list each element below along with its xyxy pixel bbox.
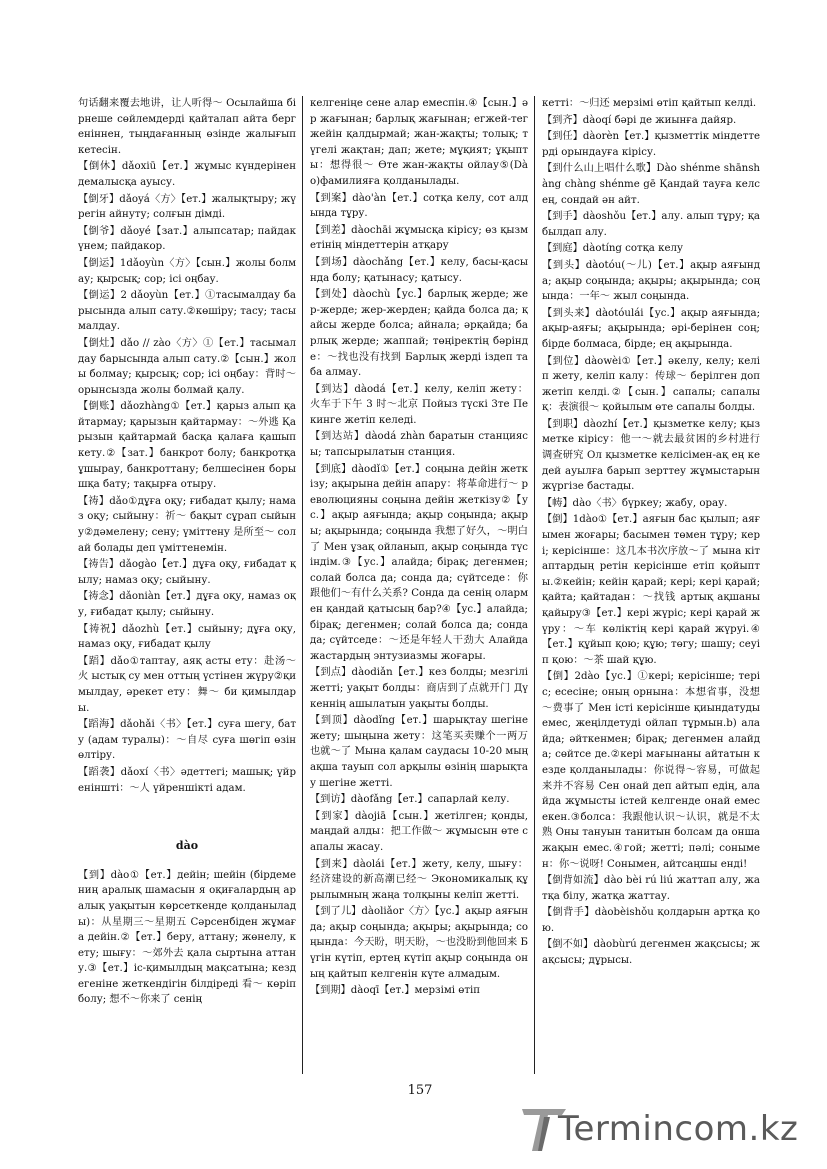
dictionary-entry: 【到位】dàowèi①【ет.】әкелу, келу; келіп жету, келіп калу：传球～ берілген доп жетіп келді.②【сын.】сапалы; сапалық：表演很～ қойылым өте сапалы болды.: [542, 355, 760, 414]
dictionary-entry: 【倒灶】dǎo // zào〈方〉①【ет.】тасымалдау барысында алып сату.②【сын.】жолы болмау; қырсық; сор; ісі оңбау：背时～ орынсызда жолы болмай қалу.: [78, 337, 296, 396]
dictionary-entry: 【到职】dàozhí【ет.】қызметке келу; қызметке кірісу：他一～就去最贫困的乡村进行调查研究 Ол қызметке келісімен-ақ ең кедей ауылға барып зерттеу жұмыстарын жүргізе бастады.: [542, 418, 760, 493]
column-right: [542, 96, 760, 1071]
dictionary-entry: 【帱】dào〈书〉бүркеу; жабу, орау.: [542, 497, 728, 509]
dictionary-entry: 【倒不如】dàobùrú дегенмен жақсысы; жақсысы; дұрысы.: [542, 939, 760, 967]
dictionary-entry: 【到场】dàochǎng【ет.】келу, басы-қасында болу; қатынасу; қатысу.: [310, 256, 528, 284]
page-number: 157: [407, 1083, 433, 1098]
dictionary-entry: 【倒运】2 dǎoyùn【ет.】①тасымалдау барысында алып сату.②көшіру; тасу; тасымалдау.: [78, 290, 296, 333]
dictionary-entry: 【倒】2dào【ус.】①кері; керісінше; теріс; есесіне; оның орнына：本想省事，没想～费事了 Мен істі керісінше қиындатуды емес, жеңілдетуді ойлап тұрмын.b) алайда; әйткенмен; бірақ; дегенмен алайда; сөйтсе де.②кері мағынаны айтатын кезде қолданылады：你说得～容易，可做起来并不容易 Сен онай деп айтып едің, алайда жұмысты істей келгенде онай емес екен.③болса：我跟他认识～认识，就是不太熟 Оны тануын танитын болсам да онша жақын емес.④гой; жетті; пәлі; сонымен：你～说呀! Сонымен, айтсаңшы енді!: [542, 671, 760, 870]
dictionary-entry: 【到顶】dàodǐng【ет.】шарықтау шегіне жету; шыңына жету：这笔买卖赚个一两万也就～了 Мына қалам саудасы 10-20 мың ақша тауып сол арқылы өзінің шарықтау шегіне жетті.: [310, 715, 528, 789]
dictionary-entry: 【到什么山上唱什么歌】Dào shénme shānshàng chàng shénme gē Қандай тауға келсең, сондай ән айт.: [542, 163, 760, 206]
dictionary-entry: 【蹈袭】dǎoxí〈书〉әдеттегі; машық; үйреніншті：～人 үйреншікті адам.: [78, 766, 296, 794]
dictionary-entry: 【蹈海】dǎohǎi〈书〉【ет.】суға шегу, бату (адам туралы)：～自尽 суға шөгіп өзін өлтіру.: [78, 719, 296, 762]
dictionary-entry: 【到了儿】dàoliǎor〈方〉【ус.】ақыр аяғында; ақыр соңында; ақыры; ақырында; соңында：今天盼，明天盼，～也没盼到他回来 Бүгін күтіп, ертең күтіп ақыр соңында оның қайтып келгенін күте алмадым.: [310, 906, 528, 980]
dictionary-entry: 【倒】1dào①【ет.】аяғын бас қылып; аяғымен жоғары; басымен төмен тұру; кері; керісінше：这几本书次序放～了 мына кітаптардың ретін керісінше етіп қойыпты.②кейін; кейін қарай; кері; кері қарай; қайта; қайтадан：～找钱 артық ақшаны қайыру③【ет.】кері жүріс; кері қарай жүру：～车 көліктің кері қарай жүруі.④【ет.】құйып қою; құю; төгу; шашу; сеуіп қою：～茶 шай құю.: [542, 514, 760, 666]
dictionary-entry: 【到齐】dàoqí бәрі де жиынға дайяр.: [542, 114, 737, 126]
column-middle: [310, 96, 528, 1071]
dictionary-entry: 【倒运】1dǎoyùn〈方〉【сын.】жолы болмау; қырсық; сор; ісі оңбау.: [78, 257, 296, 285]
dictionary-entry: 【到头】dàotóu(～儿)【ет.】ақыр аяғында; ақыр соңында; ақыры; ақырында; соңында：一年～ жыл соңында.: [542, 259, 760, 303]
section-heading: dào: [175, 839, 199, 853]
dictionary-entry: 【到案】dào'àn【ет.】сотқа келу, сот алдында тұру.: [310, 192, 528, 220]
site-logo: [520, 1105, 810, 1155]
dictionary-entry: келгеніңе сене алар емеспін.④【сын.】әр жағынан; барлық жағынан; егжей-тегжейін қалдырмай; жан-жақты; толық; түгелі жақтан; дап; жете; мұқият; ұқыпты：想得很～ Өте жан-жақты ойлау⑤(Dào)фамилияға қолданылады.: [310, 98, 528, 187]
dictionary-entry: 【到底】dàodǐ①【ет.】соңына дейін жеткізу; ақырына дейін апару：将革命进行～ революцияны соңына дейін жеткізу②【ус.】ақыр аяғында; ақыр соңында; ақыры; ақырында; соңында 我想了好久，～明白了 Мен ұзақ ойланып, ақыр соңында түсіндім.③【ус.】алайда; бірақ; дегенмен; солай болса да; сонда да; сүйтседе：你跟他们～有什么关系? Сонда да сенің олармен қандай қатысың бар?④【ус.】алайда; бірақ; дегенмен; солай болса да; сонда да; сүйтседе：～还是年轻人干劲大 Алайда жастардың энтузиазмы жоғары.: [310, 463, 528, 662]
dictionary-entry: кетті：～归还 мерзімі өтіп қайтып келді.: [542, 98, 757, 109]
column-divider: [302, 96, 303, 1074]
dictionary-entry: 【倒背如流】dào bèi rú liú жаттап алу, жатқа білу, жатқа жаттау.: [542, 875, 760, 902]
dictionary-entry: 【祷祝】dǎozhù【ет.】сыйыну; дұға оқу, намаз оқу, ғибадат қылу: [78, 623, 296, 651]
dictionary-entry: 【到达】dàodá【ет.】келу, келіп жету：火车于下午 3 时～北京 Пойыз түскі 3те Пекинге жетіп келеді.: [310, 383, 528, 426]
dictionary-entry: 【蹈】dǎo①таптау, аяқ асты ету：赴汤～火 ыстық су мен оттың үстінен жүру②қимылдау, әрекет ету：舞～ би қимылдары.: [78, 655, 296, 714]
dictionary-entry: 【到庭】dàotíng сотқа келу: [542, 243, 683, 255]
dictionary-entry: 【到头来】dàotóulái【ус.】ақыр аяғында; ақыр-аяғы; ақырында; әрі-берінен соң; бірде болмаса, бірде; ең ақырында.: [542, 307, 760, 350]
dictionary-entry: 【祷】dǎo①дұға оқу; ғибадат қылу; намаз оқу; сыйыну：祈～ бақыт сұрап сыйыну②дәмелену; сену; үміттену 是所至～ солай болады деп үміттенемін.: [78, 495, 296, 554]
dictionary-entry: 【倒爷】dǎoyé【зат.】алыпсатар; пайдакүнем; пайдакор.: [78, 225, 296, 253]
dictionary-entry: 【到达站】dàodá zhàn баратын станциясы; тапсырылатын станция.: [310, 431, 528, 459]
dictionary-entry: 【到来】dàolái【ет.】жету, келу, шығу：经济建设的新高潮已经～ Экономикалық құрылымның жаңа толқыны келіп жетті.: [310, 858, 528, 901]
dictionary-entry: 句话翻来覆去地讲，让人听得～ Осылайша бірнеше сөйлемдерді қайталап айта бергеніннен, тыңдағанның өзінде жалығып кетесін.: [78, 98, 296, 156]
dictionary-entry: 【到访】dàofǎng【ет.】сапарлай келу.: [310, 794, 510, 806]
dictionary-entry: 【到家】dàojiā【сын.】жетілген; қонды, маңдай алды：把工作做～ жұмысын өте сапалы жасау.: [310, 810, 528, 853]
dictionary-entry: 【到任】dàorèn【ет.】қызметтік міндеттерді орындауға кірісу.: [542, 131, 760, 158]
dictionary-entry: 【到】dào①【ет.】дейін; шейін (бірдемениң аралық шамасын я оқиғалардың аралық уақытын көрсеткенде қолданылады)：从星期三～星期五 Сәрсенбіден жұмаға дейін.②【ет.】беру, аттану; жөнелу, кету; шығу：～郊外去 қала сыртына аттану.③【ет.】іс-қимылдың мақсатына; кездегеніне жеткендігін білдіреді 看～ көріп болу; 想不～你来了 сенің: [78, 869, 296, 1006]
dictionary-entry: 【祷告】dǎogào【ет.】дұға оқу, ғибадат қылу; намаз оқу; сыйыну.: [78, 559, 296, 586]
dictionary-entry: 【到期】dàoqī【ет.】мерзімі өтіп: [310, 985, 481, 997]
dictionary-entry: 【倒背手】dàobèishǒu қолдарын артқа қою.: [542, 907, 760, 934]
column-left: [78, 96, 296, 1071]
dictionary-entry: 【祷念】dǎoniàn【ет.】дұға оқу, намаз оқу, ғибадат қылу; сыйыну.: [78, 591, 296, 618]
dictionary-entry: 【到点】dàodiǎn【ет.】кез болды; мезгілі жетті; уақыт болды：商店到了点就开门 Дүкеннің ашылатын уақыты болды.: [310, 667, 528, 710]
dictionary-entry: 【倒账】dǎozhàng①【ет.】қарыз алып қайтармау; қарызын қайтармау：～外逃 Қарызын қайтармай басқа қалаға қашып кету.②【зат.】банкрот болу; банкротқа ұшырау, банкроттану; белшесінен борышқа бату; тақырға отыру.: [78, 401, 296, 491]
dictionary-entry: 【到手】dàoshǒu【ет.】алу. алып тұру; қабылдап алу.: [542, 211, 760, 238]
dictionary-entry: 【倒休】dǎoxiū【ет.】жұмыс күндерінен демалысқа ауысу.: [78, 161, 296, 188]
column-divider: [534, 96, 535, 1074]
logo-text: Termincom.kz: [558, 1109, 799, 1149]
dictionary-entry: 【倒牙】dǎoyá〈方〉【ет.】жалықтыру; жүрегін айнуту; солғын дімді.: [78, 193, 296, 221]
dictionary-entry: 【到处】dàochù【ус.】барлық жерде; жер-жерде; жер-жерден; қайда болса да; қайсы жерде болса; айнала; әрқайда; барлық жерде; жаппай; төңіректің бәрінде：～找也没有找到 Барлық жерді іздеп таба алмау.: [310, 289, 528, 379]
dictionary-entry: 【到差】dàochāi жұмысқа кірісу; өз қызметінің міндеттерін атқару: [310, 224, 528, 252]
